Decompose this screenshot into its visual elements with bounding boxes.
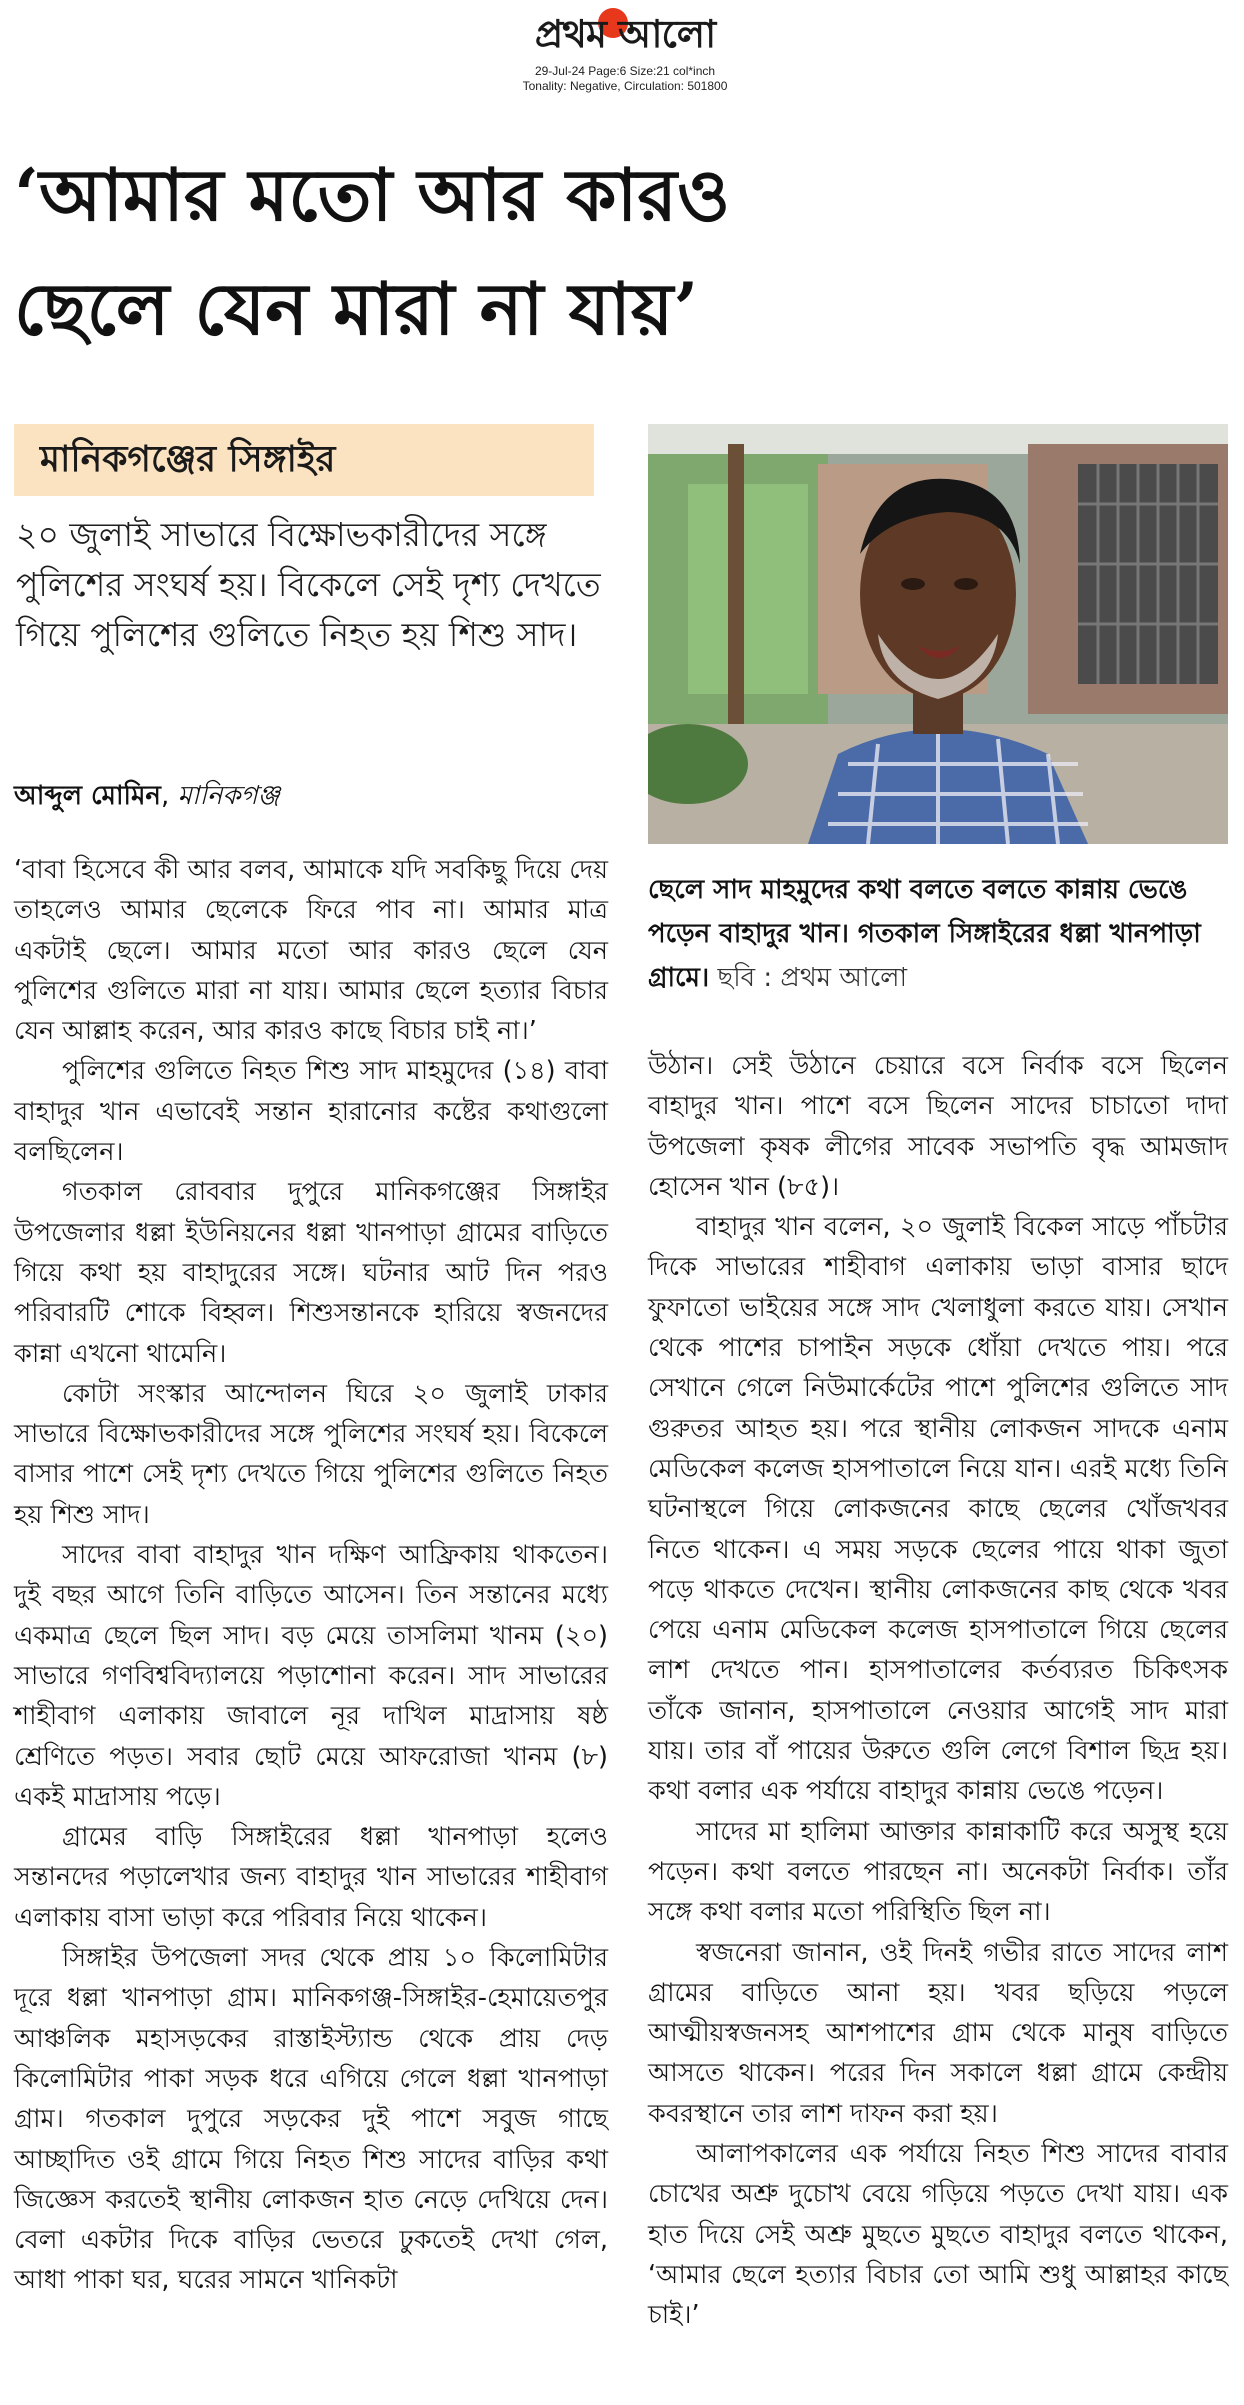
logo-text: প্রথম আলো [534,11,716,56]
masthead [480,4,770,109]
paragraph: গ্রামের বাড়ি সিঙ্গাইরের ধল্লা খানপাড়া হলেও সন্তানদের পড়ালেখার জন্য বাহাদুর খান সাভারের শাহীবাগ এলাকায় বাসা ভাড়া করে পরিবার নিয়ে থাকেন। [14,1822,608,1933]
paragraph: পুলিশের গুলিতে নিহত শিশু সাদ মাহমুদের (১৪) বাবা বাহাদুর খান এভাবেই সন্তান হারানোর কষ্টের কথাগুলো বলছিলেন। [14,1056,608,1168]
headline [14,138,1114,366]
newspaper-logo [480,4,770,64]
paragraph: সাদের মা হালিমা আক্তার কান্নাকাটি করে অসুস্থ হয়ে পড়েন। কথা বলতে পারছেন না। অনেকটা নির্বাক। তাঁর সঙ্গে কথা বলার মতো পরিস্থিতি ছিল না। [648,1816,1228,1928]
paragraph: স্বজনেরা জানান, ওই দিনই গভীর রাতে সাদের লাশ গ্রামের বাড়িতে আনা হয়। খবর ছড়িয়ে পড়লে আত্মীয়স্বজনসহ আশপাশের গ্রাম থেকে মানুষ বাড়িতে আসতে থাকেন। পরের দিন সকালে ধল্লা গ্রামে কেন্দ্রীয় কবরস্থানে তার লাশ দাফন করা হয়। [648,1937,1228,2129]
paragraph: আলাপকালের এক পর্যায়ে নিহত শিশু সাদের বাবার চোখের অশ্রু দুচোখ বেয়ে গড়িয়ে পড়তে দেখা যায়। এক হাত দিয়ে সেই অশ্রু মুছতে মুছতে বাহাদুর বলতে থাকেন, ‘আমার ছেলে হত্যার বিচার তো আমি শুধু আল্লাহর কাছে চাই।’ [648,2139,1228,2331]
caption-text: ছেলে সাদ মাহমুদের কথা বলতে বলতে কান্নায় ভেঙে পড়েন বাহাদুর খান। গতকাল সিঙ্গাইরের ধল্লা খানপাড়া গ্রামে। [648,875,1201,993]
clipping-meta-line-1: 29-Jul-24 Page:6 Size:21 col*inch [534,64,716,78]
byline-location: মানিকগঞ্জ [177,781,280,811]
paragraph: সাদের বাবা বাহাদুর খান দক্ষিণ আফ্রিকায় থাকতেন। দুই বছর আগে তিনি বাড়িতে আসেন। তিন সন্তানের মধ্যে একমাত্র ছেলে ছিল সাদ। বড় মেয়ে তাসলিমা খানম (২০) সাভারে গণবিশ্ববিদ্যালয়ে পড়াশোনা করেন। সাদ সাভারের শাহীবাগ এলাকায় জাবালে নূর দাখিল মাদ্রাসায় ষষ্ঠ শ্রেণিতে পড়ত। সবার ছোট মেয়ে আফরোজা খানম (৮) একই মাদ্রাসায় পড়ে। [14,1540,608,1812]
article-photo [648,424,1228,844]
paragraph: সিঙ্গাইর উপজেলা সদর থেকে প্রায় ১০ কিলোমিটার দূরে ধল্লা খানপাড়া গ্রাম। মানিকগঞ্জ-সিঙ্গাইর-হেমায়েতপুর আঞ্চলিক মহাসড়কের রাস্তাইস্ট্যান্ড থেকে প্রায় দেড় কিলোমিটার পাকা সড়ক ধরে এগিয়ে গেলে ধল্লা খানপাড়া গ্রাম। গতকাল দুপুরে সড়কের দুই পাশে সবুজ গাছে আচ্ছাদিত ওই গ্রামে গিয়ে নিহত শিশু সাদের বাড়ির কথা জিজ্ঞেস করতেই স্থানীয় লোকজন হাত নেড়ে দেখিয়ে দেন। বেলা একটার দিকে বাড়ির ভেতরে ঢুকতেই দেখা গেল, আধা পাকা ঘর, ঘরের সামনে খানিকটা [14,1943,608,2296]
headline-line-2: ছেলে যেন মারা না যায়’ [14,266,699,351]
photo-credit: ছবি : প্রথম আলো [717,963,908,993]
paragraph: ‘বাবা হিসেবে কী আর বলব, আমাকে যদি সবকিছু দিয়ে দেয় তাহলেও আমার ছেলেকে ফিরে পাব না। আমার মাত্র একটাই ছেলে। আমার মতো আর কারও ছেলে যেন পুলিশের গুলিতে মারা না যায়। আমার ছেলে হত্যার বিচার যেন আল্লাহ করেন, আর কারও কাছে বিচার চাই না।’ [14,855,608,1047]
paragraph: গতকাল রোববার দুপুরে মানিকগঞ্জের সিঙ্গাইর উপজেলার ধল্লা ইউনিয়নের ধল্লা খানপাড়া গ্রামের বাড়িতে গিয়ে কথা হয় বাহাদুরের সঙ্গে। ঘটনার আট দিন পরও পরিবারটি শোকে বিহ্বল। শিশুসন্তানকে হারিয়ে স্বজনদের কান্না এখনো থামেনি। [14,1177,608,1369]
article-column-left [14,850,608,2301]
photo-illustration [648,424,1228,844]
clipping-meta-line-2: Tonality: Negative, Circulation: 501800 [522,79,728,93]
kicker-location: মানিকগঞ্জের সিঙ্গাইর [14,424,594,496]
paragraph: উঠান। সেই উঠানে চেয়ারে বসে নির্বাক বসে ছিলেন বাহাদুর খান। পাশে বসে ছিলেন সাদের চাচাতো দাদা উপজেলা কৃষক লীগের সাবেক সভাপতি বৃদ্ধ আমজাদ হোসেন খান (৮৫)। [648,1051,1228,1202]
paragraph: বাহাদুর খান বলেন, ২০ জুলাই বিকেল সাড়ে পাঁচটার দিকে সাভারের শাহীবাগ এলাকায় ভাড়া বাসার ছাদে ফুফাতো ভাইয়ের সঙ্গে সাদ খেলাধুলা করতে যায়। সেখান থেকে পাশের চাপাইন সড়কে ধোঁয়া দেখতে পায়। পরে সেখানে গেলে নিউমার্কেটের পাশে পুলিশের গুলিতে সাদ গুরুতর আহত হয়। পরে স্থানীয় লোকজন সাদকে এনাম মেডিকেল কলেজ হাসপাতালে নিয়ে যান। এরই মধ্যে তিনি ঘটনাস্থলে গিয়ে লোকজনের কাছে ছেলের খোঁজখবর নিতে থাকেন। এ সময় সড়কে ছেলের পায়ে থাকা জুতা পড়ে থাকতে দেখেন। স্থানীয় লোকজনের কাছ থেকে খবর পেয়ে এনাম মেডিকেল কলেজ হাসপাতালে গিয়ে ছেলের লাশ দেখতে পান। হাসপাতালের কর্তব্যরত চিকিৎসক তাঁকে জানান, হাসপাতালে নেওয়ার আগেই সাদ মারা যায়। তার বাঁ পায়ের উরুতে গুলি লেগে বিশাল ছিদ্র হয়। কথা বলার এক পর্যায়ে বাহাদুর কান্নায় ভেঙে পড়েন। [648,1212,1228,1807]
lede: ২০ জুলাই সাভারে বিক্ষোভকারীদের সঙ্গে পুলিশের সংঘর্ষ হয়। বিকেলে সেই দৃশ্য দেখতে গিয়ে পুলিশের গুলিতে নিহত হয় শিশু সাদ। [16,515,601,654]
paragraph: কোটা সংস্কার আন্দোলন ঘিরে ২০ জুলাই ঢাকার সাভারে বিক্ষোভকারীদের সঙ্গে পুলিশের সংঘর্ষ হয়। বিকেলে বাসার পাশে সেই দৃশ্য দেখতে গিয়ে পুলিশের গুলিতে নিহত হয় শিশু সাদ। [14,1378,608,1530]
article-column-right [648,1046,1228,2336]
photo-caption [648,868,1238,1000]
headline-line-1: ‘আমার মতো আর কারও [14,152,730,237]
byline-author: আব্দুল মোমিন [14,781,161,811]
byline: আব্দুল মোমিন, মানিকগঞ্জ [14,781,280,811]
